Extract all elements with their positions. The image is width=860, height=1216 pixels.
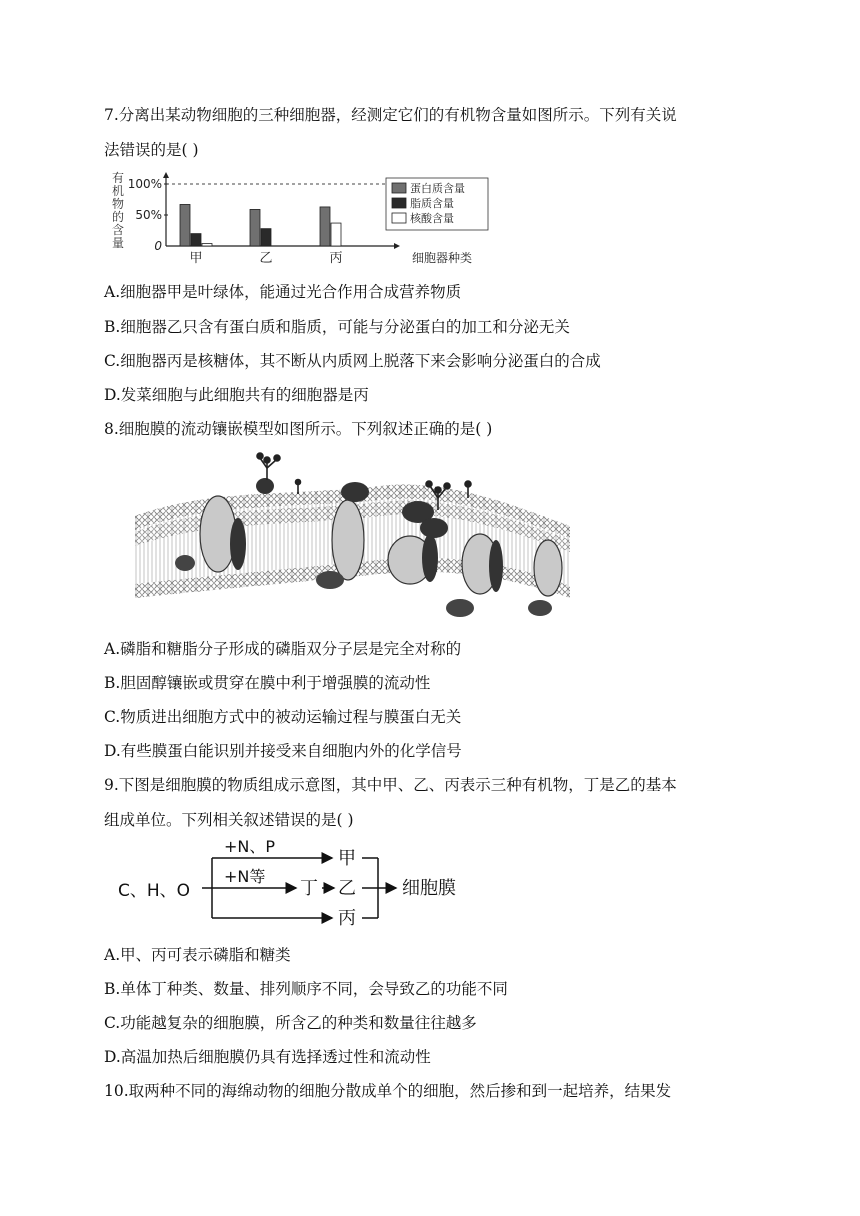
chart-legend-label: 脂质含量 bbox=[410, 197, 454, 210]
chart-bar-lipid bbox=[261, 229, 271, 246]
chart-y-axis-label-char: 量 bbox=[111, 236, 125, 250]
chart-y-axis-label-char: 物 bbox=[111, 197, 125, 211]
chart-y-axis-label-char: 的 bbox=[111, 210, 125, 224]
chart-legend-swatch bbox=[392, 213, 406, 223]
source-elements: C、H、O bbox=[118, 881, 191, 901]
chart-x-tick-label: 乙 bbox=[259, 251, 273, 266]
q8-option-d: D.有些膜蛋白能识别并接受来自细胞内外的化学信号 bbox=[104, 742, 462, 760]
chart-y-tick-label: 0 bbox=[154, 239, 162, 253]
membrane-composition-diagram bbox=[112, 836, 482, 928]
q8-stem: 8.细胞膜的流动镶嵌模型如图所示。下列叙述正确的是( ) bbox=[104, 420, 493, 438]
q7-bar-chart bbox=[104, 170, 494, 270]
q9-stem-line2: 组成单位。下列相关叙述错误的是( ) bbox=[104, 811, 354, 829]
q9-stem-line1: 9.下图是细胞膜的物质组成示意图，其中甲、乙、丙表示三种有机物，丁是乙的基本 bbox=[104, 776, 677, 794]
q7-option-b: B.细胞器乙只含有蛋白质和脂质，可能与分泌蛋白的加工和分泌无关 bbox=[104, 318, 570, 336]
chart-legend-label: 蛋白质含量 bbox=[410, 182, 465, 195]
label-n-etc: +N等 bbox=[224, 867, 266, 886]
chart-bar-lipid bbox=[191, 234, 201, 246]
chart-x-tick-label: 甲 bbox=[189, 251, 203, 266]
chart-bar-nucleic-acid bbox=[331, 223, 341, 246]
label-n-p: +N、P bbox=[224, 837, 276, 856]
q7-stem-line2: 法错误的是( ) bbox=[104, 141, 199, 159]
chart-bar-protein bbox=[180, 204, 190, 246]
chart-legend-label: 核酸含量 bbox=[410, 212, 454, 225]
q9-option-b: B.单体丁种类、数量、排列顺序不同，会导致乙的功能不同 bbox=[104, 980, 508, 998]
q7-stem-line1: 7.分离出某动物细胞的三种细胞器，经测定它们的有机物含量如图所示。下列有关说 bbox=[104, 106, 677, 124]
chart-bar-protein bbox=[250, 209, 260, 246]
chart-y-axis-label-char: 有 bbox=[111, 171, 125, 185]
q9-option-c: C.功能越复杂的细胞膜，所含乙的种类和数量往往越多 bbox=[104, 1014, 477, 1032]
q8-option-b: B.胆固醇镶嵌或贯穿在膜中利于增强膜的流动性 bbox=[104, 674, 431, 692]
q7-option-a: A.细胞器甲是叶绿体，能通过光合作用合成营养物质 bbox=[104, 283, 462, 301]
chart-x-axis-arrow bbox=[394, 243, 400, 249]
q8-option-a: A.磷脂和糖脂分子形成的磷脂双分子层是完全对称的 bbox=[104, 640, 462, 658]
q10-stem-line1: 10.取两种不同的海绵动物的细胞分散成单个的细胞，然后掺和到一起培养，结果发 bbox=[104, 1082, 672, 1100]
chart-y-axis-arrow bbox=[163, 172, 169, 178]
q9-option-d: D.高温加热后细胞膜仍具有选择透过性和流动性 bbox=[104, 1048, 431, 1066]
chart-bar-protein bbox=[320, 207, 330, 246]
node-jia: 甲 bbox=[338, 848, 356, 869]
chart-y-axis-label-char: 含 bbox=[111, 223, 125, 237]
q9-option-a: A.甲、丙可表示磷脂和糖类 bbox=[104, 946, 291, 964]
node-yi: 乙 bbox=[338, 878, 356, 899]
node-ding: 丁 bbox=[300, 878, 318, 899]
chart-y-tick-label: 50% bbox=[135, 208, 162, 222]
membrane-model-illustration bbox=[130, 448, 575, 620]
chart-bar-nucleic-acid bbox=[202, 244, 212, 246]
chart-y-axis-label-char: 机 bbox=[111, 184, 125, 198]
q7-option-c: C.细胞器丙是核糖体，其不断从内质网上脱落下来会影响分泌蛋白的合成 bbox=[104, 352, 601, 370]
chart-legend-swatch bbox=[392, 183, 406, 193]
node-cell-membrane: 细胞膜 bbox=[402, 878, 456, 899]
q7-option-d: D.发菜细胞与此细胞共有的细胞器是丙 bbox=[104, 386, 369, 404]
node-bing: 丙 bbox=[338, 908, 356, 928]
chart-x-axis-label: 细胞器种类 bbox=[411, 251, 473, 265]
chart-x-tick-label: 丙 bbox=[329, 251, 343, 266]
chart-y-tick-label: 100% bbox=[127, 177, 162, 191]
chart-legend-swatch bbox=[392, 198, 406, 208]
q8-option-c: C.物质进出细胞方式中的被动运输过程与膜蛋白无关 bbox=[104, 708, 462, 726]
